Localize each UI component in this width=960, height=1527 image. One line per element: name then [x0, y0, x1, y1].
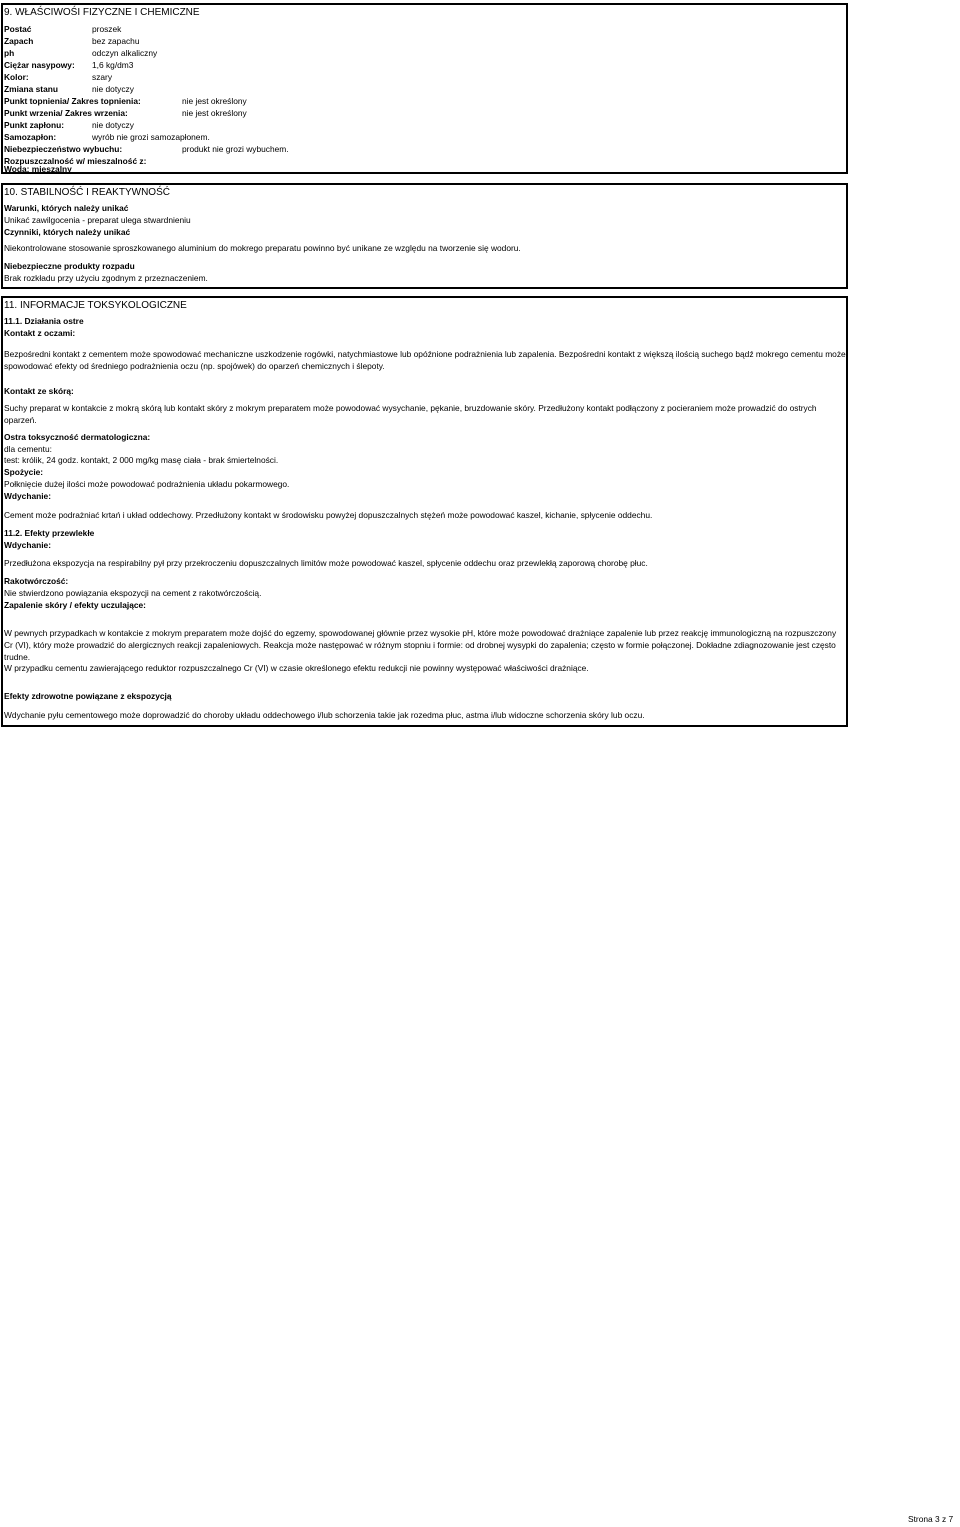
property-value: nie jest określony [182, 108, 247, 118]
ingestion-label: Spożycie: [4, 467, 44, 477]
chronic-effects-heading: 11.2. Efekty przewlekłe [4, 528, 95, 538]
carcinogenicity-label: Rakotwórczość: [4, 576, 69, 586]
property-label: Samozapłon: [4, 132, 57, 142]
section-10-title: 10. STABILNOŚĆ I REAKTYWNOŚĆ [4, 187, 170, 198]
solubility-label: Rozpuszczalność w/ mieszalność z: [4, 156, 147, 166]
section-11-box [1, 296, 848, 727]
section-9-box [1, 3, 848, 174]
section-10-box [1, 183, 848, 289]
property-label: Punkt wrzenia/ Zakres wrzenia: [4, 108, 128, 118]
property-label: ph [4, 48, 15, 58]
avoid-factors-text: Niekontrolowane stosowanie sproszkowanego aluminium do mokrego preparatu powinno być unikane ze względu na tworzenie się wodoru. [4, 243, 521, 253]
ingestion-text: Połknięcie dużej ilości może powodować podrażnienia układu pokarmowego. [4, 479, 290, 489]
sensitization-text-2: W przypadku cementu zawierającego reduktor rozpuszczalnego Cr (VI) w czasie określonego efektu redukcji nie powinny występować właściwości drażniące. [4, 663, 589, 673]
dermal-toxicity-label: Ostra toksyczność dermatologiczna: [4, 432, 151, 442]
skin-contact-label: Kontakt ze skórą: [4, 386, 74, 396]
health-effects-label: Efekty zdrowotne powiązane z ekspozycją [4, 691, 172, 701]
property-label: Ciężar nasypowy: [4, 60, 75, 70]
avoid-factors-label: Czynniki, których należy unikać [4, 227, 131, 237]
property-value: szary [92, 72, 113, 82]
section-11-title: 11. INFORMACJE TOKSYKOLOGICZNE [4, 300, 187, 311]
health-effects-text: Wdychanie pyłu cementowego może doprowadzić do choroby układu oddechowego i/lub schorzenia takie jak rozedma płuc, astma i/lub widoczne schorzenia skóry lub oczu. [4, 710, 645, 720]
property-label: Zapach [4, 36, 34, 46]
eye-contact-text: Bezpośredni kontakt z cementem może spowodować mechaniczne uszkodzenie rogówki, natychmiastowe lub opóźnione podrażnienia lub zapalenia. Bezpośredni kontakt z większą ilością suchego bądź mokrego cementu może spowodować efekty od średniego podrażnienia oczu (np. spojówek) do oparzeń chemicznych i ślepoty. [4, 349, 846, 371]
dermal-toxicity-line-2: test: królik, 24 godz. kontakt, 2 000 mg/kg masę ciała - brak śmiertelności. [4, 455, 279, 465]
chronic-inhalation-text: Przedłużona ekspozycja na respirabilny pył przy przekroczeniu dopuszczalnych limitów może powodować kaszel, spłycenie oddechu oraz przewlekłą zaporową chorobę płuc. [4, 558, 648, 568]
property-value: nie dotyczy [92, 84, 134, 94]
skin-contact-text: Suchy preparat w kontakcie z mokrą skórą lub kontakt skóry z mokrym preparatem może powodować wysychanie, pękanie, bruzdowanie skóry. Przedłużony kontakt podłączony z pocieraniem może prowadzić do ostrych oparzeń. [4, 403, 817, 425]
carcinogenicity-text: Nie stwierdzono powiązania ekspozycji na cement z rakotwórczością. [4, 588, 262, 598]
property-label: Niebezpieczeństwo wybuchu: [4, 144, 123, 154]
property-label: Zmiana stanu [4, 84, 58, 94]
property-value: wyrób nie grozi samozapłonem. [92, 132, 210, 142]
decomposition-text: Brak rozkładu przy użyciu zgodnym z przeznaczeniem. [4, 273, 208, 283]
property-value: bez zapachu [92, 36, 140, 46]
avoid-conditions-label: Warunki, których należy unikać [4, 203, 129, 213]
section-9-title: 9. WŁAŚCIWOŚI FIZYCZNE I CHEMICZNE [4, 7, 200, 18]
chronic-inhalation-label: Wdychanie: [4, 540, 51, 550]
acute-effects-heading: 11.1. Działania ostre [4, 316, 84, 326]
property-value: 1,6 kg/dm3 [92, 60, 134, 70]
sensitization-text: W pewnych przypadkach w kontakcie z mokrym preparatem może dojść do egzemy, spowodowanej głównie przez wysokie pH, które może powodować drażniące zapalenie lub przez reakcję immunologiczną na rozpuszczony Cr (VI), który może prowadzić do alergicznych reakcji zapaleniowych. Reakcja może następować w różnym stopniu i formie: od drobnej wysypki do zapalenia; często w formie połączonej. Dokładne zdiagnozowanie jest często trudne. [4, 628, 837, 662]
water-solubility: Woda: mieszalny [4, 164, 72, 174]
property-label: Punkt zapłonu: [4, 120, 65, 130]
property-label: Kolor: [4, 72, 29, 82]
eye-contact-label: Kontakt z oczami: [4, 328, 76, 338]
property-label: Postać [4, 24, 32, 34]
sensitization-label: Zapalenie skóry / efekty uczulające: [4, 600, 146, 610]
inhalation-text: Cement może podrażniać krtań i układ oddechowy. Przedłużony kontakt w środowisku powyżej dopuszczalnych stężeń może powodować kaszel, kichanie, spłycenie oddechu. [4, 510, 653, 520]
property-label: Punkt topnienia/ Zakres topnienia: [4, 96, 141, 106]
property-value: nie dotyczy [92, 120, 134, 130]
decomposition-label: Niebezpieczne produkty rozpadu [4, 261, 135, 271]
property-value: proszek [92, 24, 122, 34]
inhalation-label: Wdychanie: [4, 491, 51, 501]
property-value: nie jest określony [182, 96, 247, 106]
page-number: Strona 3 z 7 [908, 1514, 954, 1524]
property-value: odczyn alkaliczny [92, 48, 158, 58]
property-value: produkt nie grozi wybuchem. [182, 144, 289, 154]
dermal-toxicity-line-1: dla cementu: [4, 444, 52, 454]
avoid-conditions-text: Unikać zawilgocenia - preparat ulega stwardnieniu [4, 215, 191, 225]
